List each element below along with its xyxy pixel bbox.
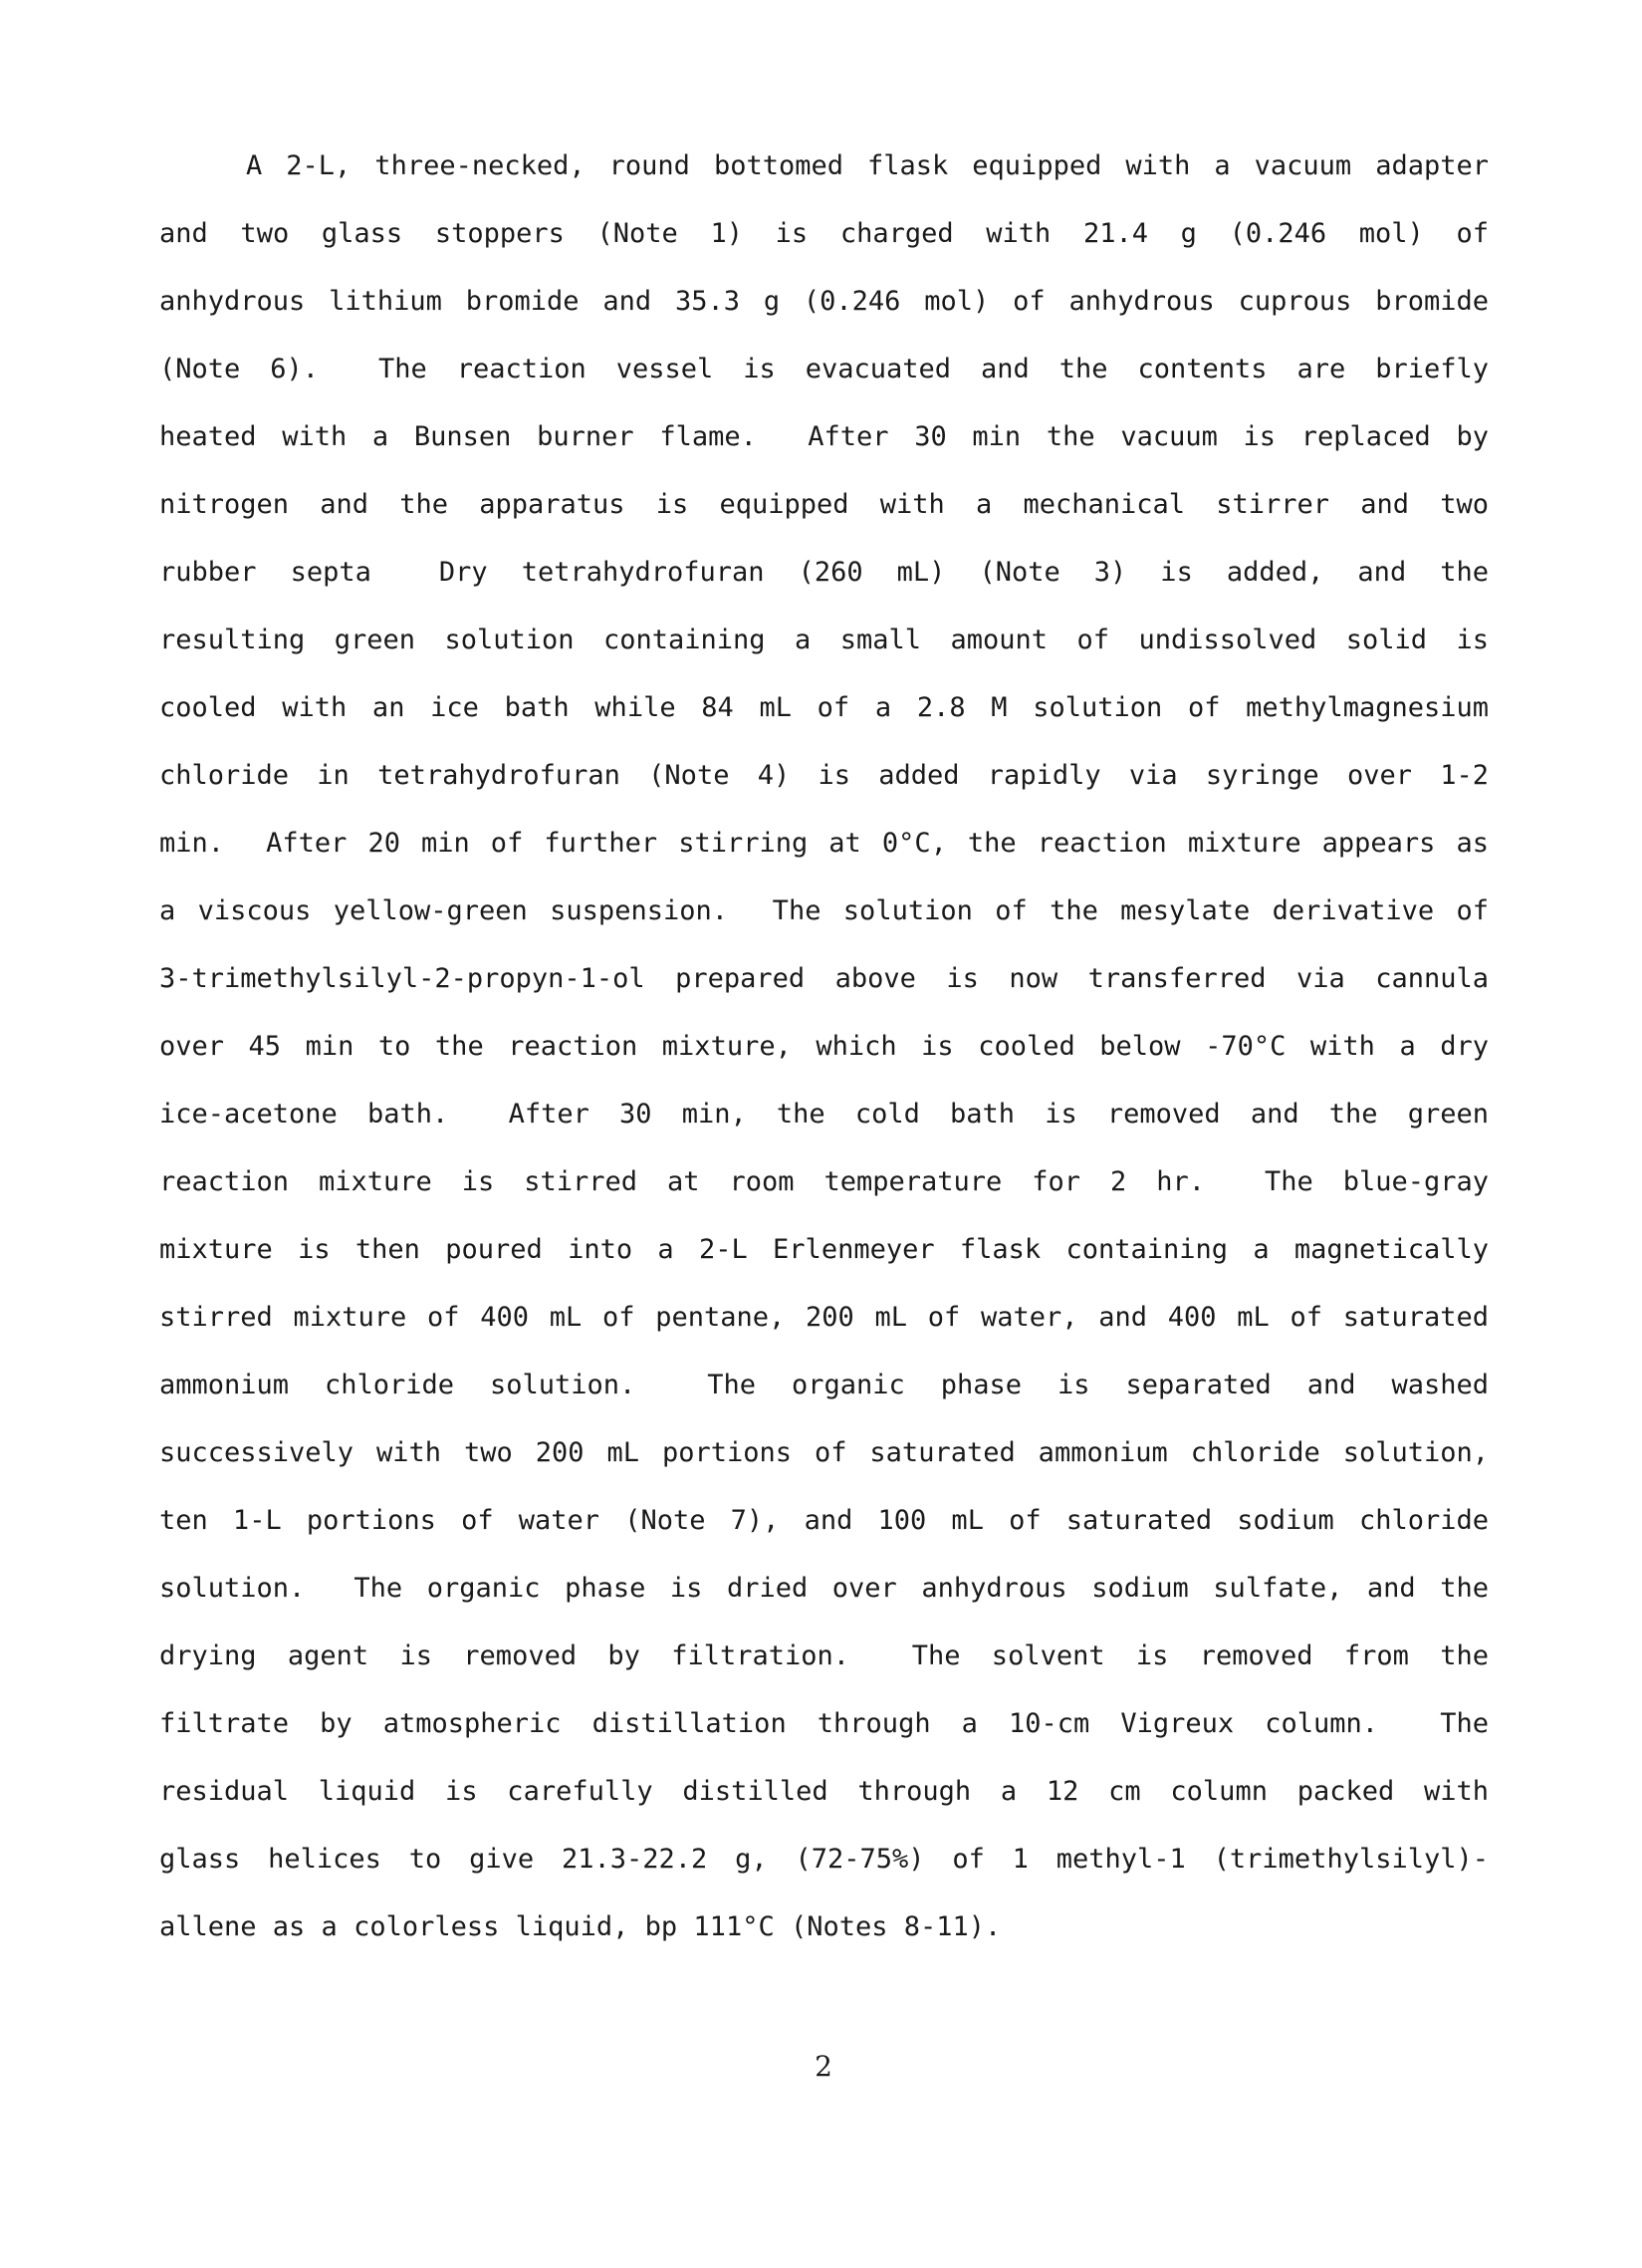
- text-line: resulting green solution containing a small amount of undissolved solid is: [159, 625, 1489, 655]
- text-line: ice-acetone bath. After 30 min, the cold bath is removed and the green: [159, 1099, 1489, 1130]
- text-line: stirred mixture of 400 mL of pentane, 200 mL of water, and 400 mL of saturated: [159, 1302, 1489, 1333]
- procedure-paragraph: [159, 132, 1489, 1961]
- text-line: over 45 min to the reaction mixture, which is cooled below -70°C with a dry: [159, 1031, 1489, 1062]
- text-line: nitrogen and the apparatus is equipped with a mechanical stirrer and two: [159, 489, 1489, 520]
- text-line: residual liquid is carefully distilled through a 12 cm column packed with: [159, 1776, 1489, 1807]
- text-line: ammonium chloride solution. The organic phase is separated and washed: [159, 1370, 1489, 1400]
- text-line: anhydrous lithium bromide and 35.3 g (0.246 mol) of anhydrous cuprous bromide: [159, 286, 1489, 317]
- text-line: cooled with an ice bath while 84 mL of a 2.8 M solution of methylmagnesium: [159, 692, 1489, 723]
- text-line: ten 1-L portions of water (Note 7), and 100 mL of saturated sodium chloride: [159, 1505, 1489, 1536]
- text-line: mixture is then poured into a 2-L Erlenmeyer flask containing a magnetically: [159, 1234, 1489, 1265]
- text-line: A 2-L, three-necked, round bottomed flask equipped with a vacuum adapter: [246, 150, 1489, 181]
- text-line: rubber septa Dry tetrahydrofuran (260 mL) (Note 3) is added, and the: [159, 557, 1489, 588]
- text-line: allene as a colorless liquid, bp 111°C (Notes 8-11).: [159, 1911, 1002, 1942]
- text-line: drying agent is removed by filtration. The solvent is removed from the: [159, 1640, 1489, 1671]
- text-line: filtrate by atmospheric distillation through a 10-cm Vigreux column. The: [159, 1708, 1489, 1739]
- text-line: successively with two 200 mL portions of saturated ammonium chloride solution,: [159, 1437, 1489, 1468]
- text-line: min. After 20 min of further stirring at 0°C, the reaction mixture appears as: [159, 828, 1489, 859]
- text-line: heated with a Bunsen burner flame. After 30 min the vacuum is replaced by: [159, 421, 1489, 452]
- text-line: chloride in tetrahydrofuran (Note 4) is added rapidly via syringe over 1-2: [159, 760, 1489, 791]
- text-line: glass helices to give 21.3-22.2 g, (72-75%) of 1 methyl-1 (trimethylsilyl)-: [159, 1844, 1489, 1875]
- page-number: 2: [815, 2050, 832, 2083]
- text-line: and two glass stoppers (Note 1) is charged with 21.4 g (0.246 mol) of: [159, 218, 1489, 249]
- text-line: (Note 6). The reaction vessel is evacuated and the contents are briefly: [159, 354, 1489, 384]
- text-line: 3-trimethylsilyl-2-propyn-1-ol prepared above is now transferred via cannula: [159, 963, 1489, 994]
- text-line: reaction mixture is stirred at room temperature for 2 hr. The blue-gray: [159, 1166, 1489, 1197]
- text-line: a viscous yellow-green suspension. The solution of the mesylate derivative of: [159, 895, 1489, 926]
- text-line: solution. The organic phase is dried over anhydrous sodium sulfate, and the: [159, 1573, 1489, 1604]
